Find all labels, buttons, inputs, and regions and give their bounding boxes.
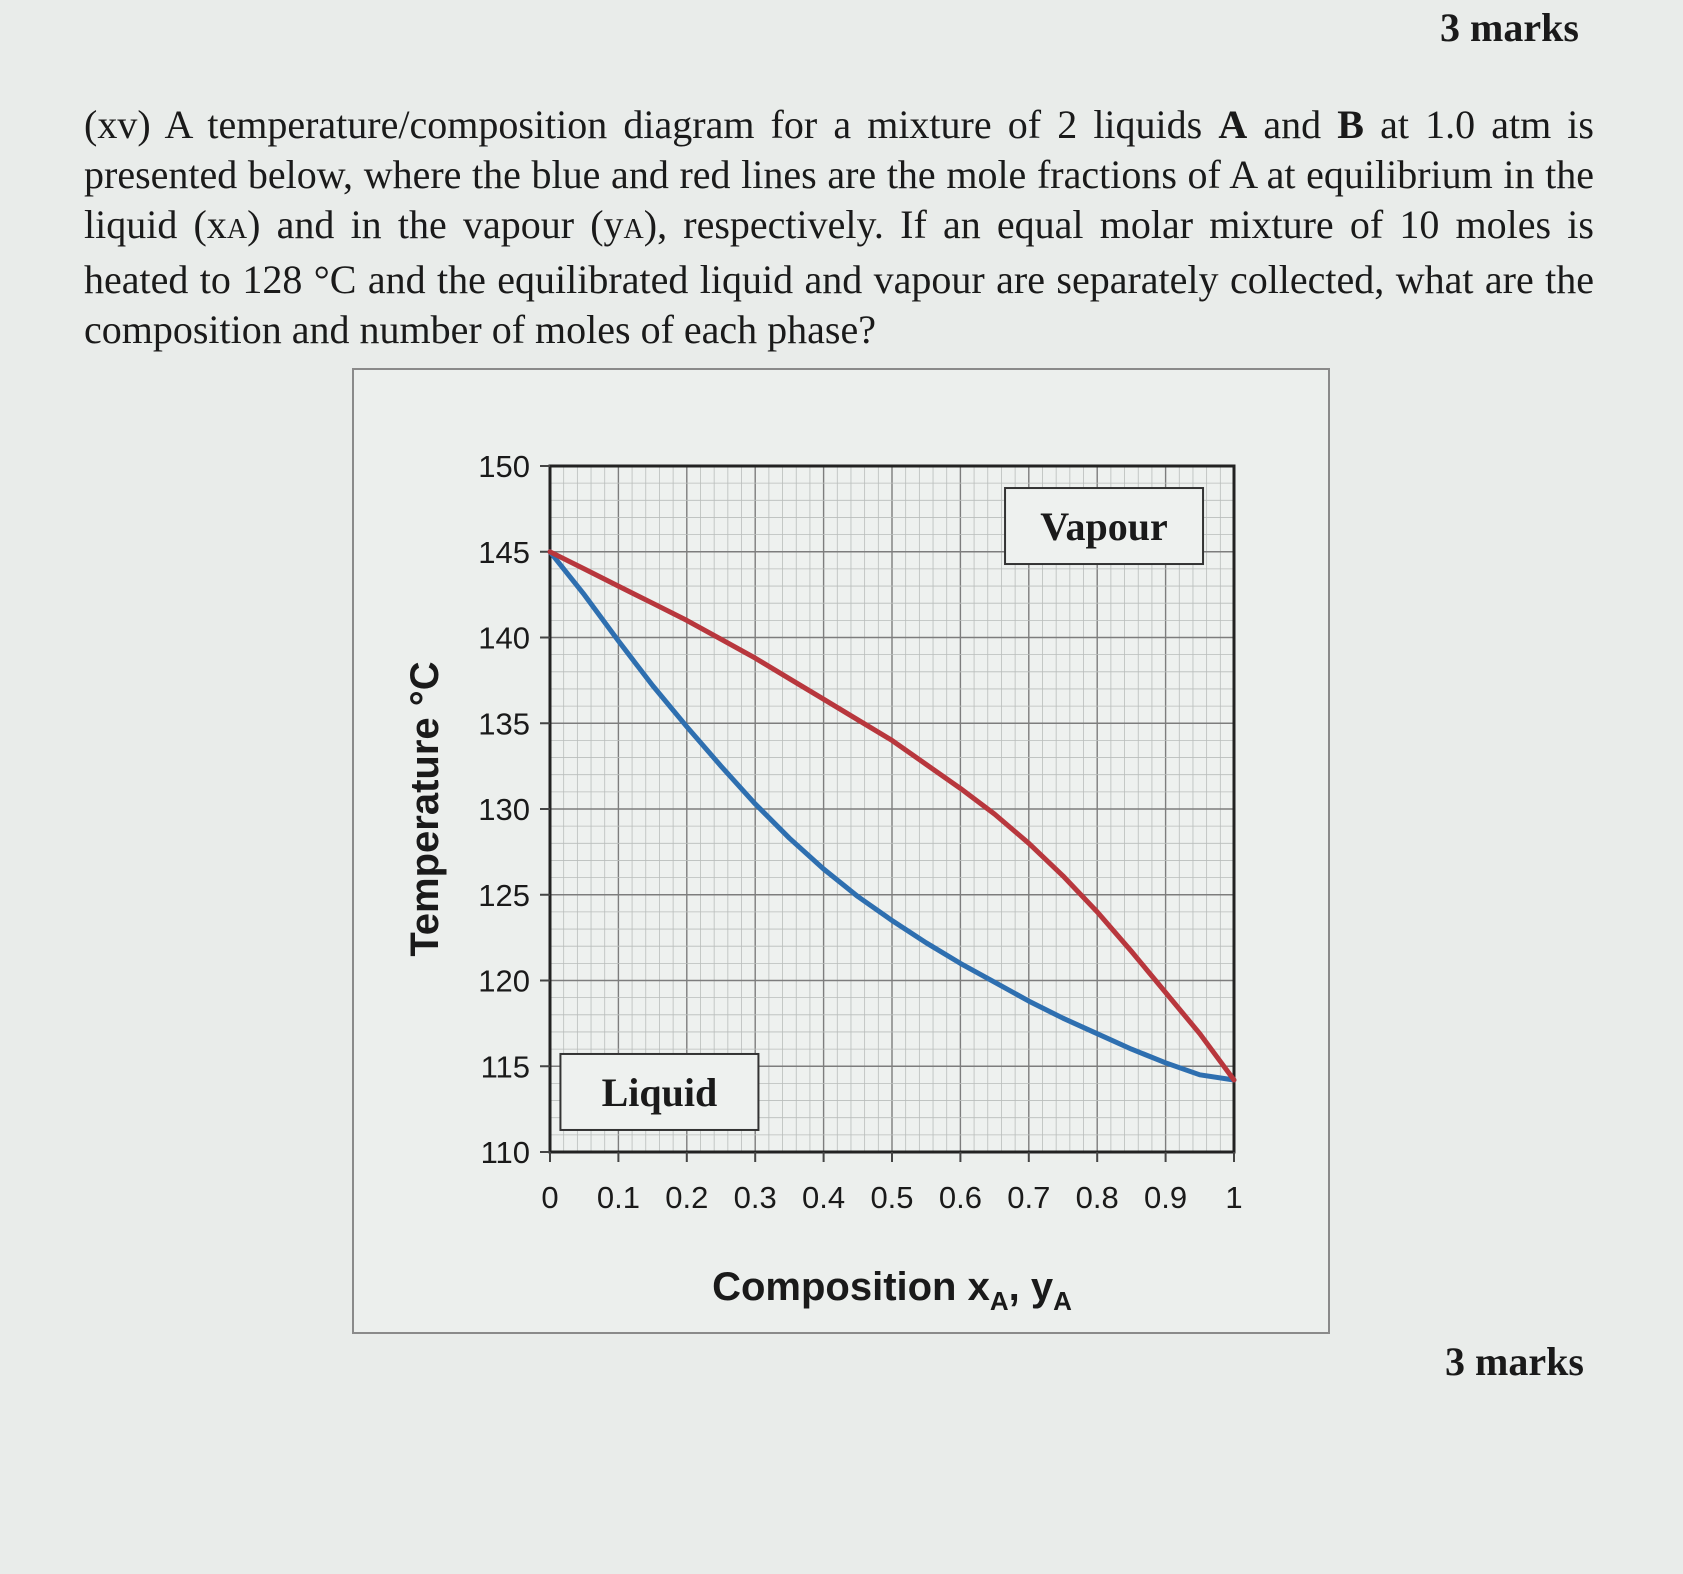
question-mid1: and bbox=[1247, 102, 1338, 147]
figure-frame bbox=[352, 368, 1330, 1334]
marks-label-top: 3 marks bbox=[1440, 5, 1579, 50]
question-suffix: ), respectively. If an equal molar mixture of 10 moles is heated to 128 °C and the equilibrated liquid and vapour are separately collected, what are the composition and number of moles of each phase? bbox=[84, 202, 1594, 352]
x-tick-label: 0.8 bbox=[1075, 1180, 1119, 1215]
y-tick-label: 135 bbox=[478, 706, 530, 742]
question-sub-xa: A bbox=[226, 214, 248, 245]
x-axis-label bbox=[712, 1265, 1072, 1316]
x-tick-label: 0.2 bbox=[665, 1180, 709, 1215]
x-axis-label-subscript: A bbox=[989, 1286, 1009, 1316]
y-axis-label: Temperature °C bbox=[403, 661, 447, 957]
y-tick-label: 125 bbox=[478, 877, 530, 913]
x-axis-label-subscript: A bbox=[1053, 1286, 1072, 1316]
x-tick-label: 0.4 bbox=[802, 1180, 846, 1215]
phase-diagram-chart bbox=[354, 370, 1328, 1332]
y-tick-label: 145 bbox=[478, 534, 530, 570]
y-tick-label: 110 bbox=[480, 1135, 530, 1170]
question-liquid-a: A bbox=[1218, 102, 1248, 147]
x-tick-label: 0.7 bbox=[1007, 1180, 1051, 1215]
question-mid2: at 1.0 atm is presented below, where the blue and red lines are the mole fractions of A at equilibrium in the liquid (x bbox=[84, 102, 1594, 247]
annotation-label-liquid: Liquid bbox=[601, 1069, 718, 1115]
annotation-label-vapour: Vapour bbox=[1040, 504, 1168, 550]
y-tick-label: 115 bbox=[480, 1049, 530, 1085]
y-tick-label: 120 bbox=[478, 963, 530, 999]
question-sub-ya: A bbox=[623, 214, 644, 245]
question-prefix: (xv) A temperature/composition diagram for a mixture of 2 liquids bbox=[84, 102, 1219, 147]
x-axis-label-part: , y bbox=[1008, 1265, 1054, 1309]
x-tick-label: 1 bbox=[1225, 1180, 1243, 1215]
x-tick-label: 0.5 bbox=[870, 1180, 914, 1215]
x-tick-label: 0.1 bbox=[596, 1180, 640, 1215]
x-axis-label-part: Composition x bbox=[712, 1265, 990, 1309]
x-tick-label: 0.6 bbox=[938, 1180, 982, 1215]
marks-label-bottom: 3 marks bbox=[1445, 1339, 1584, 1384]
y-tick-label: 130 bbox=[478, 792, 530, 827]
question-mid3: ) and in the vapour (y bbox=[247, 202, 624, 247]
question-liquid-b: B bbox=[1337, 102, 1364, 147]
y-tick-label: 140 bbox=[478, 620, 530, 656]
question-text bbox=[84, 100, 1594, 355]
y-tick-label: 150 bbox=[478, 449, 530, 484]
x-tick-label: 0 bbox=[541, 1180, 559, 1215]
x-tick-label: 0.9 bbox=[1144, 1180, 1188, 1215]
x-tick-label: 0.3 bbox=[733, 1180, 777, 1215]
